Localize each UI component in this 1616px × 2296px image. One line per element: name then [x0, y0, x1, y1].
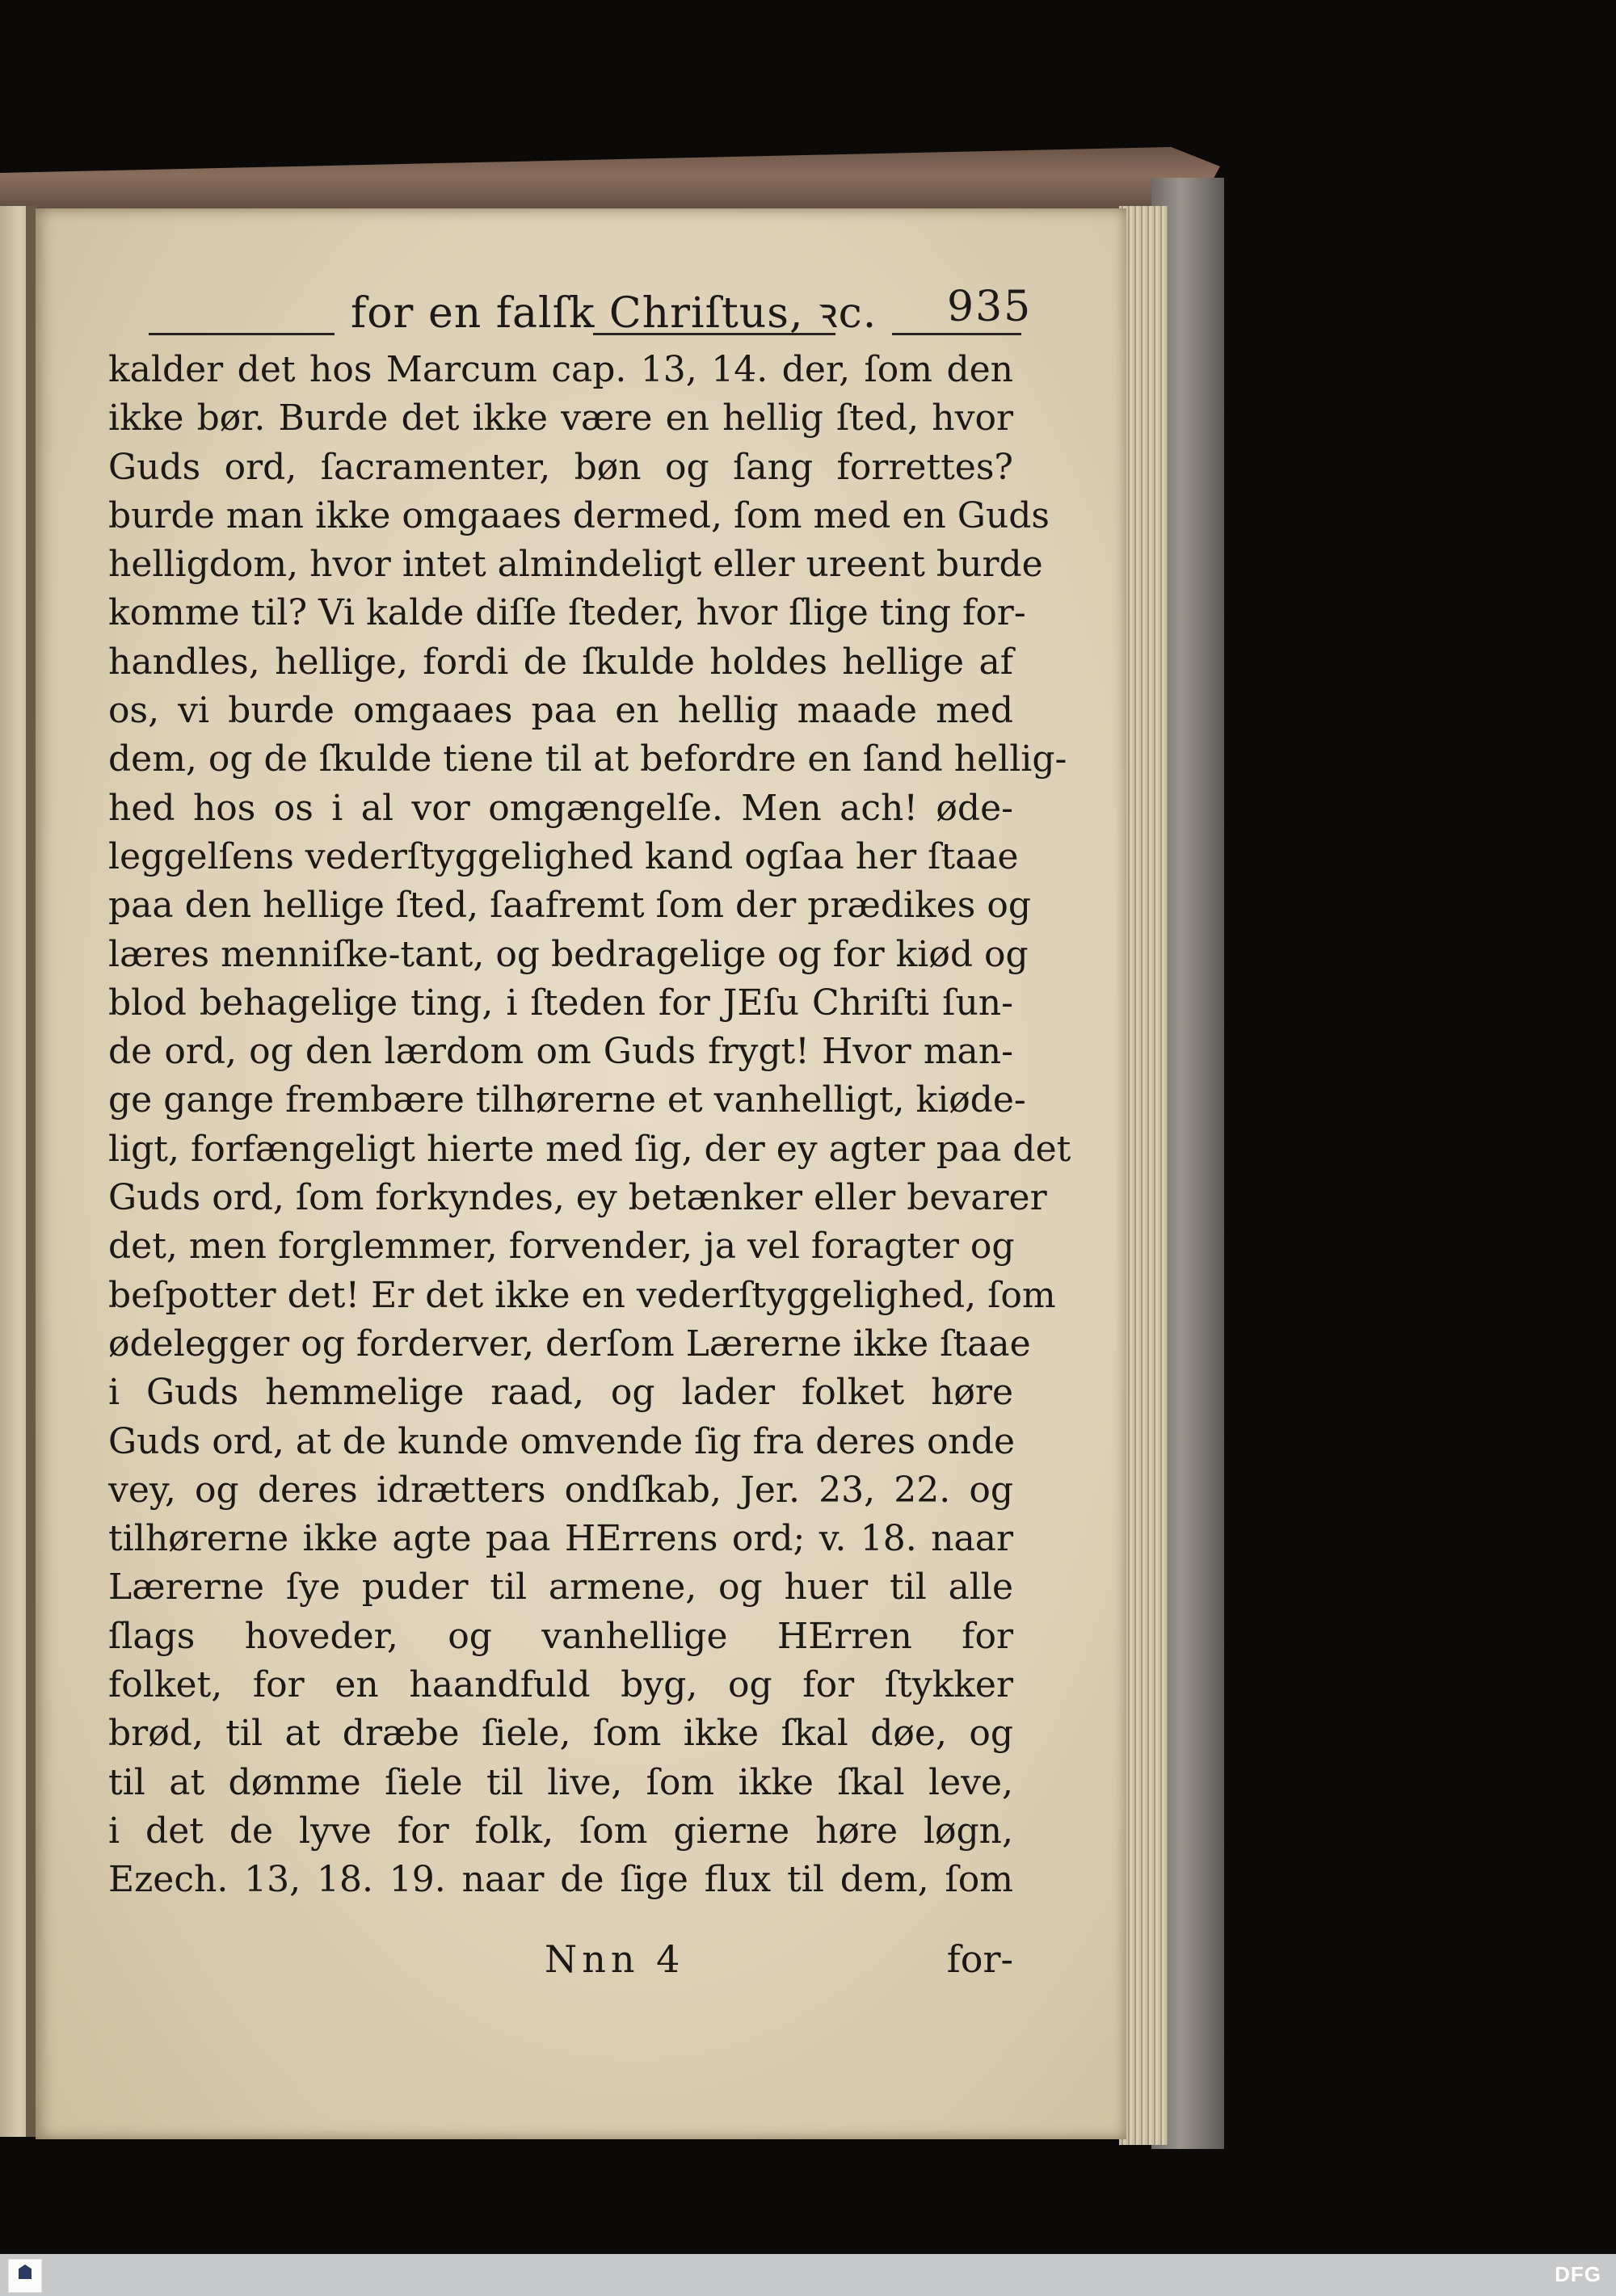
book-page [36, 208, 1126, 2139]
text-line: folket, for en haandfuld byg, og for ſtykker [108, 1664, 1013, 1706]
text-line: paa den hellige ſted, ſaafremt ſom der prædikes og [108, 885, 1032, 927]
text-line: vey, og deres idrætters ondſkab, Jer. 23, 22. og [108, 1469, 1013, 1511]
text-line: ge gange frembære tilhørerne et vanhelligt, kiøde- [108, 1079, 1026, 1121]
header-rule-left [149, 333, 335, 335]
text-line: ſlags hoveder, og vanhellige HErren for [108, 1615, 1013, 1657]
text-line: kalder det hos Marcum cap. 13, 14. der, ſom den [108, 349, 1013, 390]
text-line: burde man ikke omgaaes dermed, ſom med en Guds [108, 494, 1050, 536]
signature-mark: Nnn 4 [545, 1937, 685, 1981]
page-footer [108, 1937, 1013, 1989]
text-line: komme til? Vi kalde diſſe ſteder, hvor ſlige ting for- [108, 592, 1026, 634]
text-line: Guds ord, ſom forkyndes, ey betænker eller bevarer [108, 1177, 1047, 1219]
text-line: handles, hellige, fordi de ſkulde holdes hellige af [108, 641, 1013, 683]
text-line: Guds ord, at de kunde omvende ſig fra deres onde [108, 1420, 1016, 1462]
page-block-edges [1119, 206, 1168, 2145]
text-line: helligdom, hvor intet almindeligt eller ureent burde [108, 544, 1043, 586]
text-line: beſpotter det! Er det ikke en vederſtyggelighed, ſom [108, 1274, 1056, 1316]
text-line: os, vi burde omgaaes paa en hellig maade med [108, 690, 1013, 732]
text-line: Guds ord, ſacramenter, bøn og ſang forrettes? [108, 446, 1013, 488]
text-line: tilhørerne ikke agte paa HErrens ord; v. 18. naar [108, 1518, 1013, 1560]
text-line: Ezech. 13, 18. 19. naar de ſige flux til dem, ſom [108, 1859, 1013, 1901]
running-title: for en falſk Chriſtus, ꝛc. [351, 289, 877, 338]
text-line: ødelegger og forderver, derſom Lærerne ikke ſtaae [108, 1323, 1031, 1365]
library-logo-icon [8, 2259, 42, 2293]
page-number: 935 [947, 283, 1033, 331]
text-line: i det de lyve for folk, ſom gierne høre løgn, [108, 1810, 1013, 1852]
page-header [149, 283, 1033, 341]
text-line: brød, til at dræbe ſiele, ſom ikke ſkal døe, og [108, 1713, 1013, 1755]
dfg-logo: DFG [1555, 2262, 1601, 2286]
text-line: dem, og de ſkulde tiene til at befordre en ſand hellig- [108, 738, 1067, 780]
text-line: ligt, forfængeligt hierte med ſig, der ey agter paa det [108, 1128, 1071, 1170]
text-line: til at dømme ſiele til live, ſom ikke ſkal leve, [108, 1761, 1013, 1803]
header-rule-right [892, 333, 1021, 335]
text-line: hed hos os i al vor omgængelſe. Men ach! øde- [108, 787, 1013, 829]
text-line: i Guds hemmelige raad, og lader folket høre [108, 1372, 1013, 1414]
text-line: Lærerne ſye puder til armene, og huer til alle [108, 1566, 1013, 1608]
text-line: læres menniſke-tant, og bedragelige og for kiød og [108, 933, 1029, 975]
body-text [108, 346, 1071, 1905]
text-line: de ord, og den lærdom om Guds frygt! Hvor man- [108, 1031, 1013, 1073]
text-line: leggelſens vederſtyggelighed kand ogſaa her ſtaae [108, 835, 1019, 877]
text-line: blod behagelige ting, i ſteden for JEſu Chriſti ſun- [108, 982, 1013, 1024]
text-line: det, men forglemmer, forvender, ja vel foragter og [108, 1226, 1015, 1268]
catchword: for- [946, 1937, 1013, 1981]
text-line: ikke bør. Burde det ikke være en hellig ſted, hvor [108, 397, 1013, 439]
viewer-footer-bar [0, 2254, 1616, 2296]
book-cover-top-edge [0, 147, 1220, 212]
